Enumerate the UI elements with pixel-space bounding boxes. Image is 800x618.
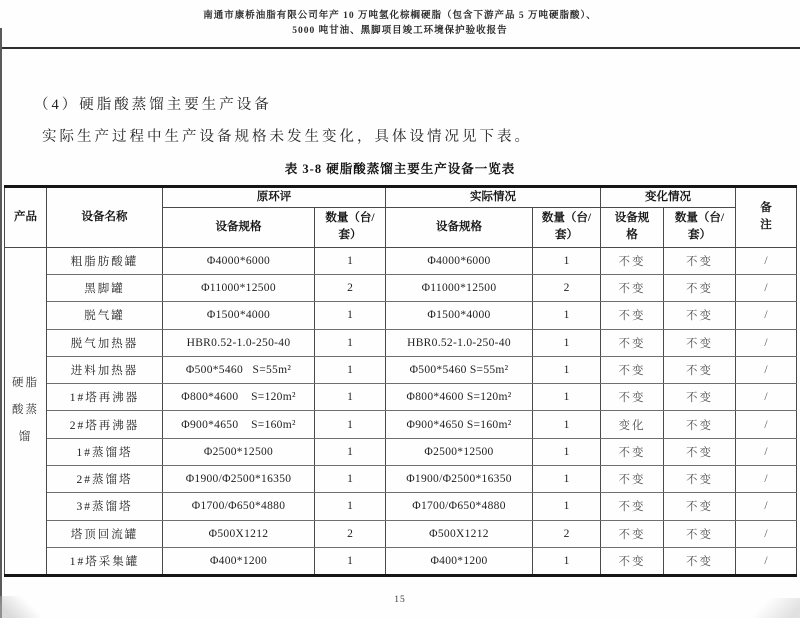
scan-smudge-bottom-left: [0, 596, 40, 618]
header-orig-qty: [315, 207, 386, 247]
cell-note: /: [736, 520, 797, 547]
cell-actual-qty: 1: [533, 438, 601, 465]
table-row: [5, 274, 797, 301]
page-number: 15: [394, 595, 406, 605]
page-header-line1: 南通市康桥油脂有限公司年产 10 万吨氢化棕榈硬脂（包含下游产品 5 万吨硬脂酸）、: [203, 11, 597, 21]
table-row: [5, 547, 797, 575]
header-actual-spec: 设备规格: [386, 207, 533, 247]
cell-actual-spec: Φ4000*6000: [386, 247, 533, 274]
cell-actual-spec: Φ1900/Φ2500*16350: [386, 466, 533, 493]
section-title: （4）硬脂酸蒸馏主要生产设备: [34, 97, 272, 113]
cell-change-qty: 不变: [664, 411, 736, 438]
page-header: [0, 0, 800, 39]
cell-orig-qty: 1: [315, 247, 386, 274]
cell-note: /: [736, 329, 797, 356]
cell-note: /: [736, 384, 797, 411]
cell-orig-qty: 1: [315, 438, 386, 465]
cell-actual-spec: Φ900*4650 S=160m²: [386, 411, 533, 438]
cell-actual-qty: 1: [533, 384, 601, 411]
header-change-qty-label: 数量（台/套）: [674, 211, 725, 242]
cell-change-qty: 不变: [664, 247, 736, 274]
cell-change-spec: 不变: [601, 274, 664, 301]
page-footer: [0, 595, 800, 605]
table-row: [5, 520, 797, 547]
scan-smudge-bottom-right: [748, 598, 800, 618]
cell-name: 1#塔采集罐: [47, 547, 163, 575]
table-row: [5, 438, 797, 465]
cell-orig-qty: 1: [315, 302, 386, 329]
cell-name: 2#蒸馏塔: [47, 466, 163, 493]
cell-change-qty: 不变: [664, 384, 736, 411]
cell-actual-spec: Φ400*1200: [386, 547, 533, 575]
header-orig-group: 原环评: [163, 187, 386, 208]
table-caption: 表 3-8 硬脂酸蒸馏主要生产设备一览表: [284, 162, 516, 176]
cell-orig-spec: HBR0.52-1.0-250-40: [163, 329, 315, 356]
cell-orig-qty: 2: [315, 520, 386, 547]
table-row: [5, 302, 797, 329]
cell-change-qty: 不变: [664, 438, 736, 465]
cell-actual-spec: Φ1500*4000: [386, 302, 533, 329]
header-equipment-name: 设备名称: [47, 187, 163, 248]
cell-change-spec: 不变: [601, 493, 664, 520]
cell-orig-spec: Φ11000*12500: [163, 274, 315, 301]
header-change-spec-label: 设备规格: [614, 211, 650, 242]
cell-name: 脱气加热器: [47, 329, 163, 356]
table-row: [5, 466, 797, 493]
cell-change-qty: 不变: [664, 274, 736, 301]
cell-name: 进料加热器: [47, 356, 163, 383]
header-note-label: 备注: [760, 202, 772, 232]
cell-actual-qty: 1: [533, 411, 601, 438]
cell-orig-spec: Φ400*1200: [163, 547, 315, 575]
cell-orig-qty: 2: [315, 274, 386, 301]
cell-change-spec: 不变: [601, 247, 664, 274]
cell-change-qty: 不变: [664, 356, 736, 383]
cell-note: /: [736, 493, 797, 520]
cell-name: 2#塔再沸器: [47, 411, 163, 438]
cell-change-qty: 不变: [664, 520, 736, 547]
cell-actual-qty: 1: [533, 493, 601, 520]
cell-note: /: [736, 356, 797, 383]
cell-orig-qty: 1: [315, 384, 386, 411]
header-actual-qty: [533, 207, 601, 247]
cell-orig-qty: 1: [315, 466, 386, 493]
cell-note: /: [736, 411, 797, 438]
cell-orig-qty: 1: [315, 547, 386, 575]
header-change-group: 变化情况: [601, 187, 736, 208]
cell-orig-spec: Φ500*5460 S=55m²: [163, 356, 315, 383]
table-row: [5, 384, 797, 411]
cell-name: 脱气罐: [47, 302, 163, 329]
cell-actual-qty: 2: [533, 520, 601, 547]
cell-actual-spec: Φ11000*12500: [386, 274, 533, 301]
header-note: [736, 187, 797, 248]
page-body: [0, 93, 800, 577]
cell-change-spec: 不变: [601, 302, 664, 329]
cell-change-spec: 不变: [601, 547, 664, 575]
cell-note: /: [736, 466, 797, 493]
cell-actual-qty: 1: [533, 329, 601, 356]
table-row: [5, 329, 797, 356]
table-row: [5, 247, 797, 274]
cell-note: /: [736, 274, 797, 301]
cell-note: /: [736, 247, 797, 274]
cell-orig-spec: Φ2500*12500: [163, 438, 315, 465]
equipment-table-body: [5, 247, 797, 576]
cell-actual-spec: Φ2500*12500: [386, 438, 533, 465]
cell-change-spec: 不变: [601, 438, 664, 465]
header-actual-qty-label: 数量（台/套）: [541, 211, 592, 242]
page-header-line2: 5000 吨甘油、黑脚项目竣工环境保护验收报告: [292, 26, 508, 36]
cell-change-spec: 不变: [601, 466, 664, 493]
cell-orig-spec: Φ1700/Φ650*4880: [163, 493, 315, 520]
cell-orig-spec: Φ500X1212: [163, 520, 315, 547]
header-product: 产品: [5, 187, 47, 248]
cell-actual-spec: HBR0.52-1.0-250-40: [386, 329, 533, 356]
scan-edge-line: [0, 28, 2, 618]
cell-name: 黑脚罐: [47, 274, 163, 301]
cell-change-spec: 不变: [601, 356, 664, 383]
cell-name: 1#蒸馏塔: [47, 438, 163, 465]
header-orig-qty-label: 数量（台/套）: [325, 211, 375, 242]
cell-change-qty: 不变: [664, 466, 736, 493]
header-actual-group: 实际情况: [386, 187, 601, 208]
cell-actual-qty: 1: [533, 466, 601, 493]
equipment-table: [4, 185, 797, 577]
cell-change-qty: 不变: [664, 302, 736, 329]
header-orig-spec: 设备规格: [163, 207, 315, 247]
cell-change-spec: 不变: [601, 329, 664, 356]
body-paragraph: 实际生产过程中生产设备规格未发生变化，具体设情况见下表。: [42, 129, 532, 145]
cell-name: 塔顶回流罐: [47, 520, 163, 547]
cell-note: /: [736, 547, 797, 575]
cell-name: 1#塔再沸器: [47, 384, 163, 411]
cell-actual-spec: Φ500*5460 S=55m²: [386, 356, 533, 383]
cell-orig-qty: 1: [315, 356, 386, 383]
cell-change-qty: 不变: [664, 547, 736, 575]
cell-change-qty: 不变: [664, 329, 736, 356]
cell-name: 3#蒸馏塔: [47, 493, 163, 520]
cell-actual-qty: 1: [533, 247, 601, 274]
table-row: [5, 411, 797, 438]
table-row: [5, 356, 797, 383]
cell-change-spec: 变化: [601, 411, 664, 438]
cell-actual-spec: Φ500X1212: [386, 520, 533, 547]
product-cell: 硬脂酸蒸馏: [5, 247, 47, 576]
cell-actual-qty: 1: [533, 302, 601, 329]
cell-name: 粗脂肪酸罐: [47, 247, 163, 274]
header-change-spec: [601, 207, 664, 247]
cell-actual-qty: 2: [533, 274, 601, 301]
cell-orig-qty: 1: [315, 411, 386, 438]
header-change-qty: [664, 207, 736, 247]
cell-actual-spec: Φ1700/Φ650*4880: [386, 493, 533, 520]
table-row: [5, 493, 797, 520]
cell-orig-qty: 1: [315, 493, 386, 520]
cell-actual-spec: Φ800*4600 S=120m²: [386, 384, 533, 411]
cell-actual-qty: 1: [533, 547, 601, 575]
cell-note: /: [736, 438, 797, 465]
cell-orig-spec: Φ800*4600 S=120m²: [163, 384, 315, 411]
cell-orig-spec: Φ4000*6000: [163, 247, 315, 274]
cell-change-spec: 不变: [601, 384, 664, 411]
cell-change-qty: 不变: [664, 493, 736, 520]
cell-orig-spec: Φ900*4650 S=160m²: [163, 411, 315, 438]
cell-actual-qty: 1: [533, 356, 601, 383]
cell-change-spec: 不变: [601, 520, 664, 547]
header-rule: [0, 47, 800, 49]
cell-note: /: [736, 302, 797, 329]
cell-orig-spec: Φ1500*4000: [163, 302, 315, 329]
cell-orig-qty: 1: [315, 329, 386, 356]
cell-orig-spec: Φ1900/Φ2500*16350: [163, 466, 315, 493]
equipment-table-head: [5, 187, 797, 248]
